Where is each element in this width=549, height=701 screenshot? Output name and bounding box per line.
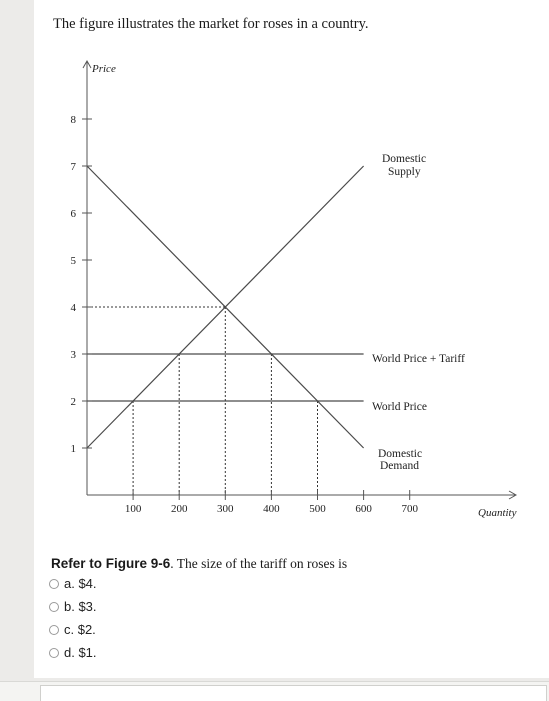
chart-ticks [71, 114, 419, 515]
radio-button[interactable] [49, 625, 59, 635]
demand-label-line1: Domestic [378, 448, 423, 460]
supply-label-line1: Domestic [382, 153, 427, 165]
y-tick-label: 7 [70, 161, 76, 173]
x-tick-label: 300 [217, 503, 234, 515]
question-rest: . The size of the tariff on roses is [170, 556, 348, 571]
x-tick-label: 200 [170, 503, 188, 515]
y-tick-label: 2 [70, 396, 76, 408]
answer-option-c[interactable] [49, 618, 97, 641]
radio-button[interactable] [49, 648, 59, 658]
answer-option-d[interactable] [49, 641, 97, 664]
answer-option-b[interactable] [49, 595, 97, 618]
x-tick-label: 100 [124, 503, 142, 515]
radio-button[interactable] [49, 579, 59, 589]
chart-axes [83, 61, 516, 499]
answer-label: b. $3. [64, 599, 97, 614]
answer-label: c. $2. [64, 622, 96, 637]
next-field[interactable] [40, 685, 547, 701]
y-tick-label: 6 [70, 208, 76, 220]
question-lead: Refer to Figure 9-6 [51, 556, 171, 571]
world-price-label: World Price [372, 401, 427, 413]
answer-option-a[interactable] [49, 572, 97, 595]
y-tick-label: 1 [70, 443, 76, 455]
y-tick-label: 3 [70, 349, 76, 361]
x-tick-label: 700 [401, 503, 418, 515]
figure-caption: The figure illustrates the market for roses in a country. [53, 16, 369, 32]
y-tick-label: 8 [70, 114, 76, 126]
demand-label-line2: Demand [380, 460, 419, 472]
y-tick-label: 5 [70, 255, 76, 267]
x-tick-label: 400 [263, 503, 280, 515]
y-tick-label: 4 [70, 302, 76, 314]
answer-label: d. $1. [64, 645, 97, 660]
world-price-tariff-label: World Price + Tariff [372, 353, 465, 365]
x-tick-label: 500 [309, 503, 326, 515]
chart-labels [91, 63, 517, 519]
radio-button[interactable] [49, 602, 59, 612]
answer-label: a. $4. [64, 576, 97, 591]
answer-list [49, 572, 97, 664]
y-axis-title: Price [92, 63, 116, 75]
question-text [51, 556, 347, 572]
x-tick-label: 600 [355, 503, 372, 515]
x-axis-title: Quantity [478, 507, 517, 519]
supply-label-line2: Supply [388, 166, 421, 178]
